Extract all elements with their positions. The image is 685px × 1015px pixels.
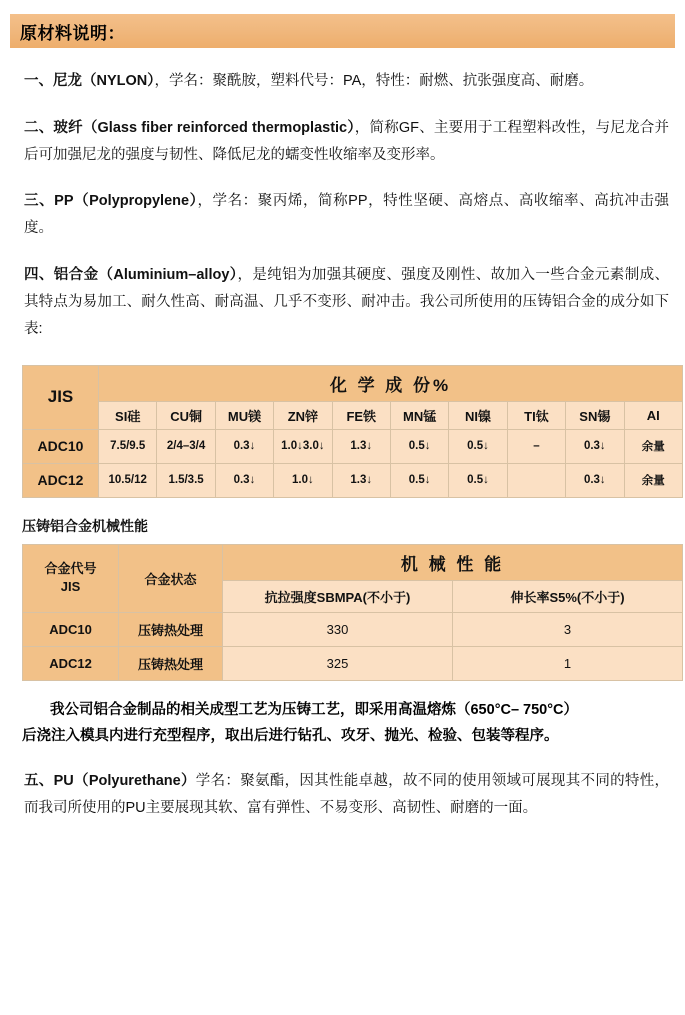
page-title: 原材料说明： — [20, 23, 125, 43]
mech-main-header: 机 械 性 能 — [223, 544, 683, 580]
material-item-nylon-lead: 一、尼龙（NYLON） — [24, 73, 155, 89]
chem-cell: 2/4–3/4 — [157, 429, 215, 463]
material-item-pp — [12, 188, 675, 242]
chem-col-mu: MU镁 — [215, 401, 273, 429]
chem-col-ti: TI钛 — [507, 401, 565, 429]
chem-row-label-adc10: ADC10 — [23, 429, 99, 463]
chem-col-fe: FE铁 — [332, 401, 390, 429]
process-note-line1: 我公司铝合金制品的相关成型工艺为压铸工艺，即采用高温熔炼（650°C– 750°C） — [50, 701, 579, 718]
chem-cell: 0.5↓ — [390, 463, 448, 497]
table-row — [23, 544, 683, 580]
mechanical-properties-table — [22, 544, 683, 681]
chem-col-sn: SN锡 — [566, 401, 624, 429]
mech-state-header: 合金状态 — [119, 544, 223, 612]
material-item-nylon — [12, 68, 675, 95]
chem-cell: 10.5/12 — [99, 463, 157, 497]
mech-row-code-adc10: ADC10 — [23, 612, 119, 646]
table-row — [23, 646, 683, 680]
material-item-nylon-body: ，学名：聚酰胺，塑料代号：PA，特性：耐燃、抗张强度高、耐磨。 — [154, 73, 594, 89]
mech-row-state-adc10: 压铸热处理 — [119, 612, 223, 646]
material-item-aluminium — [12, 262, 675, 342]
mech-code-header — [23, 544, 119, 612]
chem-cell: 0.3↓ — [566, 429, 624, 463]
chem-corner-label: JIS — [23, 365, 99, 429]
mech-row-state-adc12: 压铸热处理 — [119, 646, 223, 680]
chem-cell: 0.3↓ — [215, 463, 273, 497]
material-item-pu-lead: 五、PU（Polyurethane） — [24, 773, 196, 790]
chem-cell: 1.3↓ — [332, 463, 390, 497]
chem-cell: 1.0↓ — [274, 463, 332, 497]
material-item-pu-body: 学名：聚氨酯，因其性能卓越，故不同的使用领域可展现其不同的特性，而我司所使用的PU主要展现其软、富有弹性、不易变形、高韧性、耐磨的一面。 — [24, 773, 670, 816]
mechanical-properties-heading: 压铸铝合金机械性能 — [22, 517, 148, 534]
table-row — [23, 429, 683, 463]
table-row — [23, 365, 683, 401]
mech-sub-header-elongation: 伸长率S5%(不小于) — [453, 580, 683, 612]
chem-col-ai: AI — [624, 401, 682, 429]
material-item-glassfiber-body: ，简称GF、主要用于工程塑料改性，与尼龙合并后可加强尼龙的强度与韧性、降低尼龙的蠕变性收缩率及变形率。 — [24, 119, 669, 163]
chem-cell: 余量 — [624, 463, 682, 497]
material-item-pp-lead: 三、PP（Polypropylene） — [24, 193, 198, 210]
chem-cell: 7.5/9.5 — [99, 429, 157, 463]
chemical-composition-table — [22, 365, 683, 498]
table-row — [23, 463, 683, 497]
chem-cell — [507, 463, 565, 497]
mech-cell-elongation: 1 — [453, 646, 683, 680]
page-title-bar — [10, 14, 675, 48]
mech-code-header-line2: JIS — [60, 579, 81, 594]
process-note-line2: 后浇注入模具内进行充型程序，取出后进行钻孔、攻牙、抛光、检验、包装等程序。 — [22, 728, 559, 745]
chem-col-zn: ZN锌 — [274, 401, 332, 429]
chem-col-si: SI硅 — [99, 401, 157, 429]
mech-cell-tensile: 325 — [223, 646, 453, 680]
document-page — [0, 14, 685, 822]
mech-row-code-adc12: ADC12 — [23, 646, 119, 680]
chem-cell: 0.5↓ — [390, 429, 448, 463]
material-item-pu — [12, 768, 675, 822]
chem-cell: 1.5/3.5 — [157, 463, 215, 497]
chem-cell: 1.0↓3.0↓ — [274, 429, 332, 463]
chem-cell: 0.5↓ — [449, 463, 507, 497]
table-row — [23, 612, 683, 646]
chem-cell: 1.3↓ — [332, 429, 390, 463]
mech-cell-elongation: 3 — [453, 612, 683, 646]
material-item-aluminium-lead: 四、铝合金（Aluminium–alloy） — [24, 267, 238, 284]
material-item-glassfiber — [12, 115, 675, 169]
material-item-aluminium-body: ，是纯铝为加强其硬度、强度及刚性、故加入一些合金元素制成、其特点为易加工、耐久性高、耐高温、几乎不变形、耐冲击。我公司所使用的压铸铝合金的成分如下表: — [24, 267, 669, 337]
chem-col-mn: MN锰 — [390, 401, 448, 429]
material-item-pp-body: ，学名：聚丙烯，简称PP，特性坚硬、高熔点、高收缩率、高抗冲击强度。 — [24, 193, 669, 237]
mech-cell-tensile: 330 — [223, 612, 453, 646]
process-note — [22, 697, 667, 751]
mech-sub-header-tensile: 抗拉强度SBMPA(不小于) — [223, 580, 453, 612]
chem-cell: 余量 — [624, 429, 682, 463]
chem-cell: – — [507, 429, 565, 463]
chem-col-ni: NI镍 — [449, 401, 507, 429]
chem-col-cu: CU铜 — [157, 401, 215, 429]
chem-main-header: 化 学 成 份% — [99, 365, 683, 401]
chem-cell: 0.3↓ — [566, 463, 624, 497]
chem-row-label-adc12: ADC12 — [23, 463, 99, 497]
chem-cell: 0.5↓ — [449, 429, 507, 463]
table-row — [23, 401, 683, 429]
chem-cell: 0.3↓ — [215, 429, 273, 463]
material-item-glassfiber-lead: 二、玻纤（Glass fiber reinforced thermoplastic） — [24, 119, 355, 136]
mech-code-header-line1: 合金代号 — [44, 560, 97, 576]
